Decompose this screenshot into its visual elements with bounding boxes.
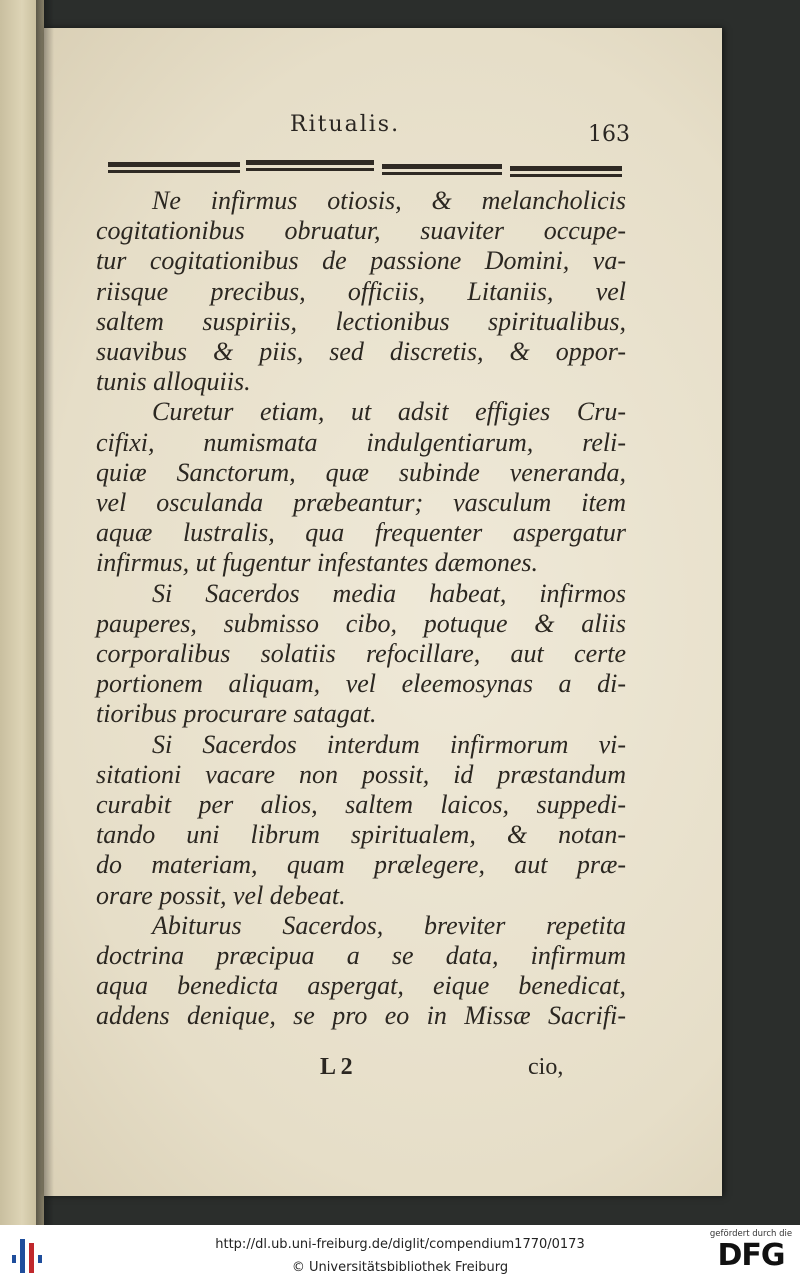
text-line: suavibus & piis, sed discretis, & oppor- [96, 337, 626, 367]
text-line: addens denique, se pro eo in Missæ Sacrifi- [96, 1001, 626, 1031]
text-line: Ne infirmus otiosis, & melancholicis [152, 186, 626, 215]
spine-shadow [36, 0, 54, 1225]
text-line: aqua benedicta aspergat, eique benedicat, [96, 971, 626, 1001]
dfg-wordmark: DFG [717, 1238, 785, 1273]
text-line: tando uni librum spiritualem, & notan- [96, 820, 626, 850]
text-line: tioribus procurare satagat. [96, 699, 377, 729]
text-line: Si Sacerdos media habeat, infirmos [152, 578, 626, 608]
text-line: riisque precibus, officiis, Litaniis, vel [96, 276, 626, 306]
text-line: curabit per alios, saltem laicos, suppedi- [96, 790, 626, 820]
ornamental-rule [108, 158, 624, 184]
text-line: cogitationibus obruatur, suaviter occupe- [96, 216, 626, 246]
text-line: doctrina præcipua a se data, infirmum [96, 941, 626, 971]
text-line: portionem aliquam, vel eleemosynas a di- [96, 669, 626, 699]
text-line: Curetur etiam, ut adsit effigies Cru- [152, 397, 626, 427]
footer-url[interactable]: http://dl.ub.uni-freiburg.de/diglit/compendium1770/0173 [215, 1237, 585, 1252]
text-line: cifixi, numismata indulgentiarum, reli- [96, 427, 626, 457]
body-text [96, 186, 626, 1032]
signature-mark: L 2 [320, 1054, 353, 1080]
text-line: quiæ Sanctorum, quæ subinde veneranda, [96, 457, 626, 487]
text-line: do materiam, quam prælegere, aut præ- [96, 850, 626, 880]
running-header: Ritualis. [290, 112, 401, 137]
text-line: saltem suspiriis, lectionibus spiritualibus, [96, 306, 626, 336]
text-line: infirmus, ut fugentur infestantes dæmones. [96, 548, 538, 578]
text-line: vel osculanda præbeantur; vasculum item [96, 488, 626, 518]
dfg-caption: gefördert durch die [709, 1229, 793, 1239]
text-line: aquæ lustralis, qua frequenter aspergatur [96, 518, 626, 548]
text-line: pauperes, submisso cibo, potuque & aliis [96, 608, 626, 638]
text-line: tur cogitationibus de passione Domini, va- [96, 246, 626, 276]
viewer-footer [0, 1225, 800, 1282]
page-number: 163 [588, 122, 630, 147]
text-line: Si Sacerdos interdum infirmorum vi- [152, 729, 626, 759]
text-line: orare possit, vel debeat. [96, 880, 346, 910]
dfg-logo-icon[interactable] [708, 1229, 794, 1279]
text-line: corporalibus solatiis refocillare, aut certe [96, 639, 626, 669]
text-line: sitationi vacare non possit, id præstandum [96, 759, 626, 789]
text-line: tunis alloquiis. [96, 367, 251, 397]
catchword: cio, [528, 1054, 564, 1080]
footer-copyright: © Universitätsbibliothek Freiburg [291, 1260, 509, 1275]
text-line: Abiturus Sacerdos, breviter repetita [152, 910, 626, 940]
